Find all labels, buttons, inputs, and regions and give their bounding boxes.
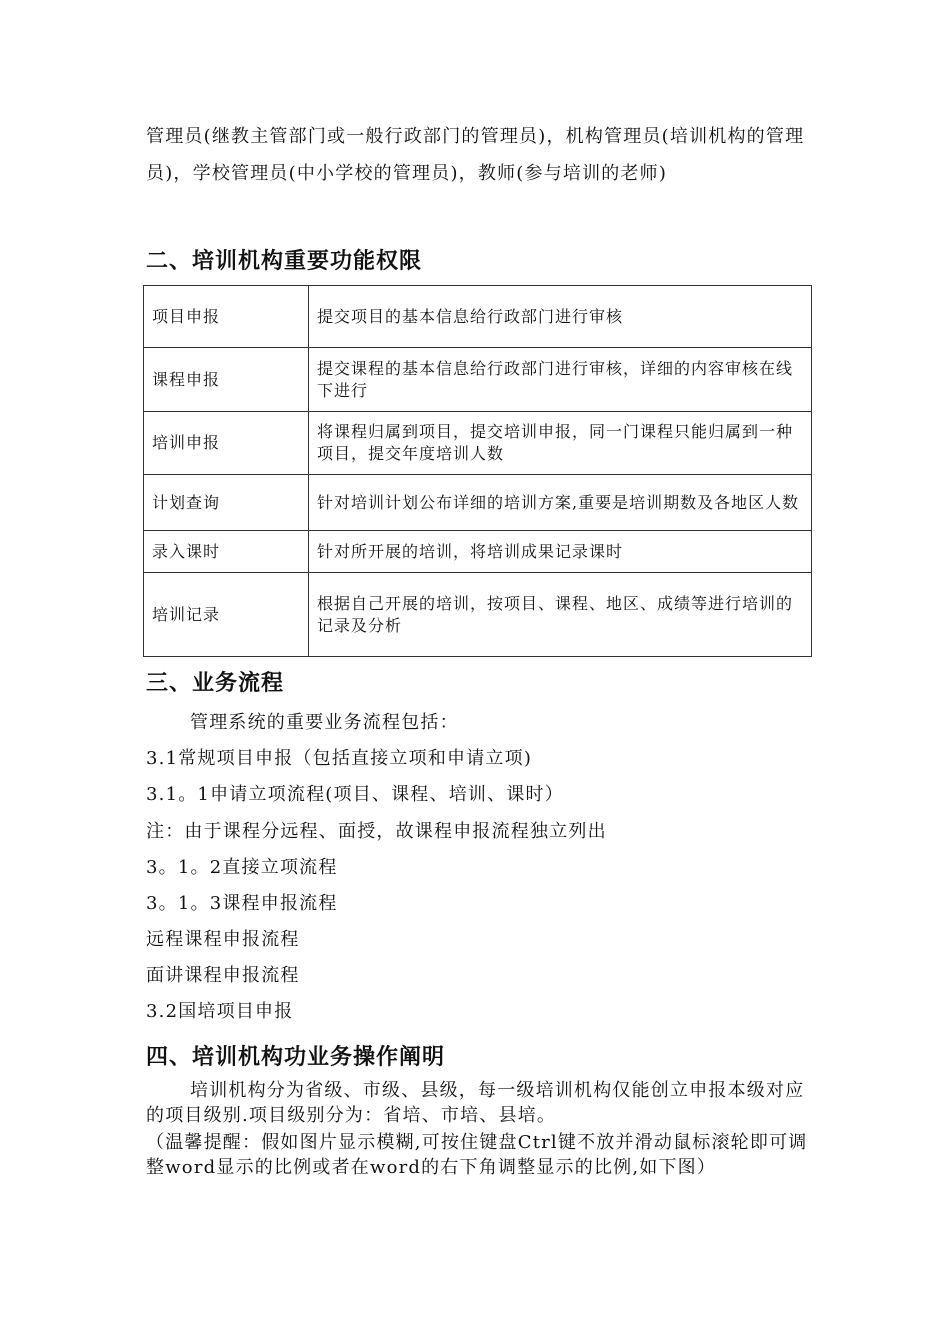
table-cell-description: 提交项目的基本信息给行政部门进行审核 bbox=[309, 286, 812, 348]
section-3-lead: 管理系统的重要业务流程包括： bbox=[190, 712, 459, 733]
table-cell-function: 课程申报 bbox=[144, 348, 309, 412]
section-4-heading: 四、培训机构功业务操作阐明 bbox=[146, 1045, 446, 1070]
table-row bbox=[144, 475, 812, 531]
table-cell-function: 录入课时 bbox=[144, 531, 309, 573]
permissions-table bbox=[143, 285, 812, 657]
table-cell-function: 计划查询 bbox=[144, 475, 309, 531]
table-cell-description: 将课程归属到项目，提交培训申报，同一门课程只能归属到一种项目，提交年度培训人数 bbox=[309, 412, 812, 475]
list-item: 3.1。1申请立项流程(项目、课程、培训、课时） bbox=[146, 784, 564, 805]
table-row bbox=[144, 573, 812, 657]
list-item: 3.1常规项目申报（包括直接立项和申请立项) bbox=[146, 748, 533, 769]
table-cell-function: 培训申报 bbox=[144, 412, 309, 475]
table-cell-description: 针对培训计划公布详细的培训方案,重要是培训期数及各地区人数 bbox=[309, 475, 812, 531]
section-2-heading: 二、培训机构重要功能权限 bbox=[146, 249, 423, 274]
table-cell-description: 针对所开展的培训，将培训成果记录课时 bbox=[309, 531, 812, 573]
table-cell-description: 根据自己开展的培训，按项目、课程、地区、成绩等进行培训的记录及分析 bbox=[309, 573, 812, 657]
table-cell-function: 项目申报 bbox=[144, 286, 309, 348]
table-row bbox=[144, 531, 812, 573]
table-cell-function: 培训记录 bbox=[144, 573, 309, 657]
list-item: 3。1。3课程申报流程 bbox=[146, 893, 338, 914]
list-item: 注：由于课程分远程、面授，故课程申报流程独立列出 bbox=[146, 821, 607, 842]
section-3-heading: 三、业务流程 bbox=[146, 671, 285, 696]
intro-paragraph: 管理员(继教主管部门或一般行政部门的管理员)，机构管理员(培训机构的管理员)，学校管理员(中小学校的管理员)，教师(参与培训的老师) bbox=[146, 126, 805, 184]
table-cell-description: 提交课程的基本信息给行政部门进行审核，详细的内容审核在线下进行 bbox=[309, 348, 812, 412]
list-item: 3。1。2直接立项流程 bbox=[146, 857, 338, 878]
list-item: 面讲课程申报流程 bbox=[146, 965, 300, 986]
list-item: 远程课程申报流程 bbox=[146, 929, 300, 950]
table-row bbox=[144, 412, 812, 475]
tip-note: （温馨提醒：假如图片显示模糊,可按住键盘Ctrl键不放并滑动鼠标滚轮即可调整word显示的比例或者在word的右下角调整显示的比例,如下图） bbox=[146, 1132, 808, 1178]
table-row bbox=[144, 286, 812, 348]
list-item: 3.2国培项目申报 bbox=[146, 1001, 294, 1022]
table-row bbox=[144, 348, 812, 412]
section-4-body: 培训机构分为省级、市级、县级，每一级培训机构仅能创立申报本级对应的项目级别.项目级别分为：省培、市培、县培。 bbox=[146, 1080, 805, 1126]
